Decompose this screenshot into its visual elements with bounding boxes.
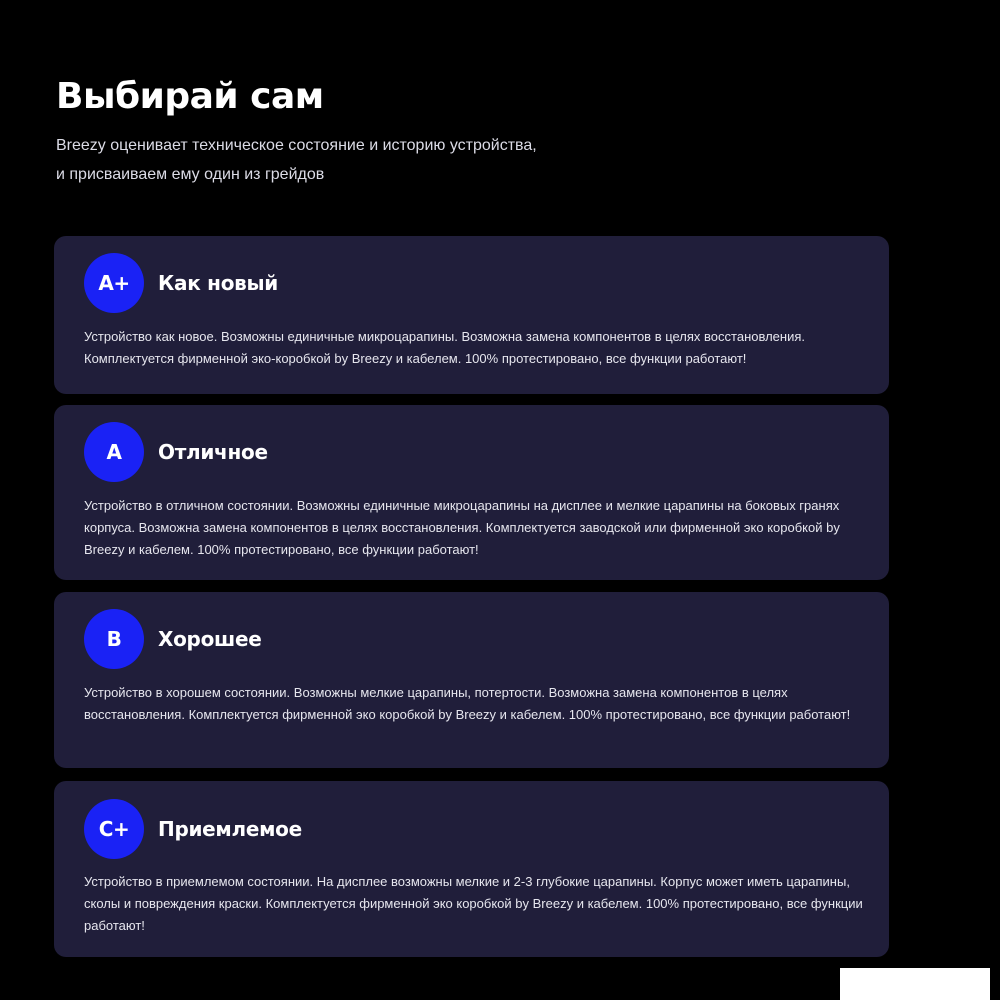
grade-description: Устройство в приемлемом состоянии. На дисплее возможны мелкие и 2-3 глубокие царапины. Корпус может иметь царапины, сколы и повреждения краски. Комплектуется фирменной эко коробкой by Breezy и кабелем. 100% протестировано, все функции работают! [84, 874, 863, 933]
page-subtitle [56, 131, 676, 189]
grade-description: Устройство в отличном состоянии. Возможны единичные микроцарапины на дисплее и мелкие царапины на боковых гранях корпуса. Возможна замена компонентов в целях восстановления. Комплектуется заводской или фирменной эко коробкой by Breezy и кабелем. 100% протестировано, все функции работают! [84, 498, 840, 557]
grade-card-a-plus [54, 236, 889, 394]
subtitle-line-1: Breezy оценивает техническое состояние и историю устройства, [56, 137, 537, 154]
grade-title: Приемлемое [158, 817, 302, 841]
grade-card-b [54, 592, 889, 768]
corner-white-box [840, 968, 990, 1000]
grade-title: Хорошее [158, 627, 262, 651]
grade-description: Устройство как новое. Возможны единичные микроцарапины. Возможна замена компонентов в целях восстановления. Комплектуется фирменной эко-коробкой by Breezy и кабелем. 100% протестировано, все функции работают! [84, 329, 805, 366]
grade-badge: A [84, 422, 144, 482]
grade-card-a [54, 405, 889, 580]
grade-badge: C+ [84, 799, 144, 859]
grade-badge: A+ [84, 253, 144, 313]
grade-title: Отличное [158, 440, 268, 464]
page-title: Выбирай сам [56, 76, 324, 117]
grade-description: Устройство в хорошем состоянии. Возможны мелкие царапины, потертости. Возможна замена компонентов в целях восстановления. Комплектуется фирменной эко коробкой by Breezy и кабелем. 100% протестировано, все функции работают! [84, 685, 851, 722]
grade-title: Как новый [158, 271, 278, 295]
subtitle-line-2: и присваиваем ему один из грейдов [56, 166, 325, 183]
grade-badge: B [84, 609, 144, 669]
grade-card-c-plus [54, 781, 889, 957]
